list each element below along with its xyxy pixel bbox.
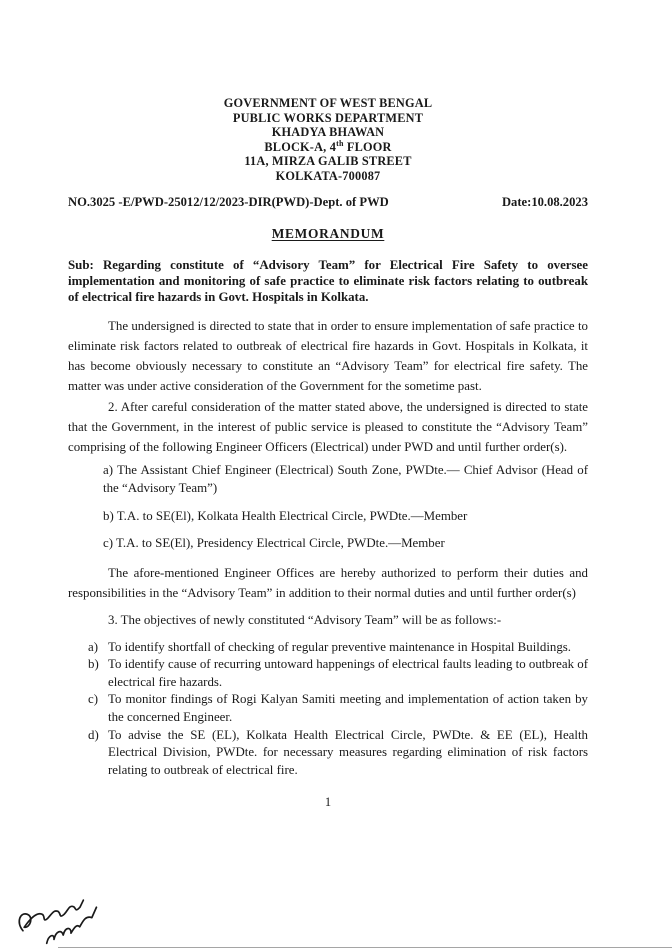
paragraph-4: 3. The objectives of newly constituted “Advisory Team” will be as follows:-: [108, 612, 502, 627]
advisory-team-member-list: [103, 461, 588, 552]
objective-item-c: [68, 691, 588, 726]
member-a-text: The Assistant Chief Engineer (Electrical) South Zone, PWDte.— Chief Advisor (Head of the “Advisory Team”): [103, 463, 588, 496]
memo-title: MEMORANDUM: [271, 225, 385, 241]
letterhead-line-street: 11A, MIRZA GALIB STREET: [244, 154, 412, 169]
objective-item-d: [68, 727, 588, 780]
signature-stroke-lower: [41, 907, 102, 943]
reference-row: [68, 195, 588, 210]
paragraph-1: The undersigned is directed to state that in order to ensure implementation of safe practice to eliminate risk factors related to outbreak of electrical fire hazards in Govt. Hospitals in Kolkata, it has become obviously necessary to constitute an “Advisory Team” for electrical fire safety. The matter was under active consideration of the Government for the sometime past.: [68, 318, 588, 394]
objective-a-text: To identify shortfall of checking of regular preventive maintenance in Hospital Buildings.: [108, 639, 572, 654]
letterhead-line-city: KOLKATA-700087: [275, 168, 381, 183]
member-b-text: T.A. to SE(El), Kolkata Health Electrical Circle, PWDte.—Member: [116, 508, 468, 523]
subject-line: Sub: Regarding constitute of “Advisory Team” for Electrical Fire Safety to oversee implementation and monitoring of safe practice to eliminate risk factors relating to outbreak of electrical fire hazards in Govt. Hospitals in Kolkata.: [68, 257, 588, 305]
member-item-a: [103, 461, 588, 497]
member-item-b: [103, 507, 588, 525]
memo-content: [68, 0, 588, 810]
floor-suffix: FLOOR: [343, 139, 392, 154]
objective-item-b: [68, 656, 588, 691]
objectives-list: [68, 639, 588, 780]
memo-date: Date:10.08.2023: [501, 194, 588, 209]
memo-title-wrap: [68, 225, 588, 243]
letterhead-line-building: KHADYA BHAWAN: [271, 125, 385, 140]
member-a-marker: a): [103, 463, 114, 478]
member-b-marker: b): [103, 508, 114, 523]
signature-scribble: [7, 886, 116, 949]
objective-item-a: [68, 639, 588, 657]
letterhead: [68, 0, 588, 184]
letterhead-line-government: GOVERNMENT OF WEST BENGAL: [223, 96, 433, 110]
objective-b-marker: b): [88, 657, 99, 672]
objective-d-text: To advise the SE (EL), Kolkata Health Electrical Circle, PWDte. & EE (EL), Health Electrical Division, PWDte. for necessary measures regarding elimination of risk factors relating to outbreak of electrical fire.: [108, 727, 588, 777]
paragraph-3: The afore-mentioned Engineer Offices are hereby authorized to perform their duties and responsibilities in the “Advisory Team” in addition to their normal duties and until further order(s): [68, 566, 588, 600]
letterhead-line-floor: [68, 140, 588, 155]
objective-c-text: To monitor findings of Rogi Kalyan Samiti meeting and implementation of action taken by the concerned Engineer.: [108, 692, 588, 724]
page-number: 1: [324, 795, 332, 810]
floor-prefix: BLOCK-A, 4: [264, 139, 337, 154]
letterhead-line-department: PUBLIC WORKS DEPARTMENT: [232, 110, 424, 125]
objective-c-marker: c): [88, 692, 99, 707]
floor-ordinal-superscript: th: [336, 138, 344, 148]
member-c-marker: c): [103, 535, 114, 550]
member-c-text: T.A. to SE(El), Presidency Electrical Circle, PWDte.—Member: [116, 535, 445, 550]
member-item-c: [103, 534, 588, 552]
paragraph-2: 2. After careful consideration of the matter stated above, the undersigned is directed to state that the Government, in the interest of public service is pleased to constitute the “Advisory Team” comprising of the following Engineer Officers (Electrical) under PWD and until further order(s).: [68, 399, 588, 454]
objective-d-marker: d): [88, 727, 99, 742]
objective-b-text: To identify cause of recurring untoward happenings of electrical faults leading to outbreak of electrical fire hazards.: [108, 657, 588, 689]
scan-edge-line: [58, 947, 672, 948]
objective-a-marker: a): [88, 639, 99, 654]
memo-number: NO.3025 -E/PWD-25012/12/2023-DIR(PWD)-Dept. of PWD: [68, 194, 389, 209]
